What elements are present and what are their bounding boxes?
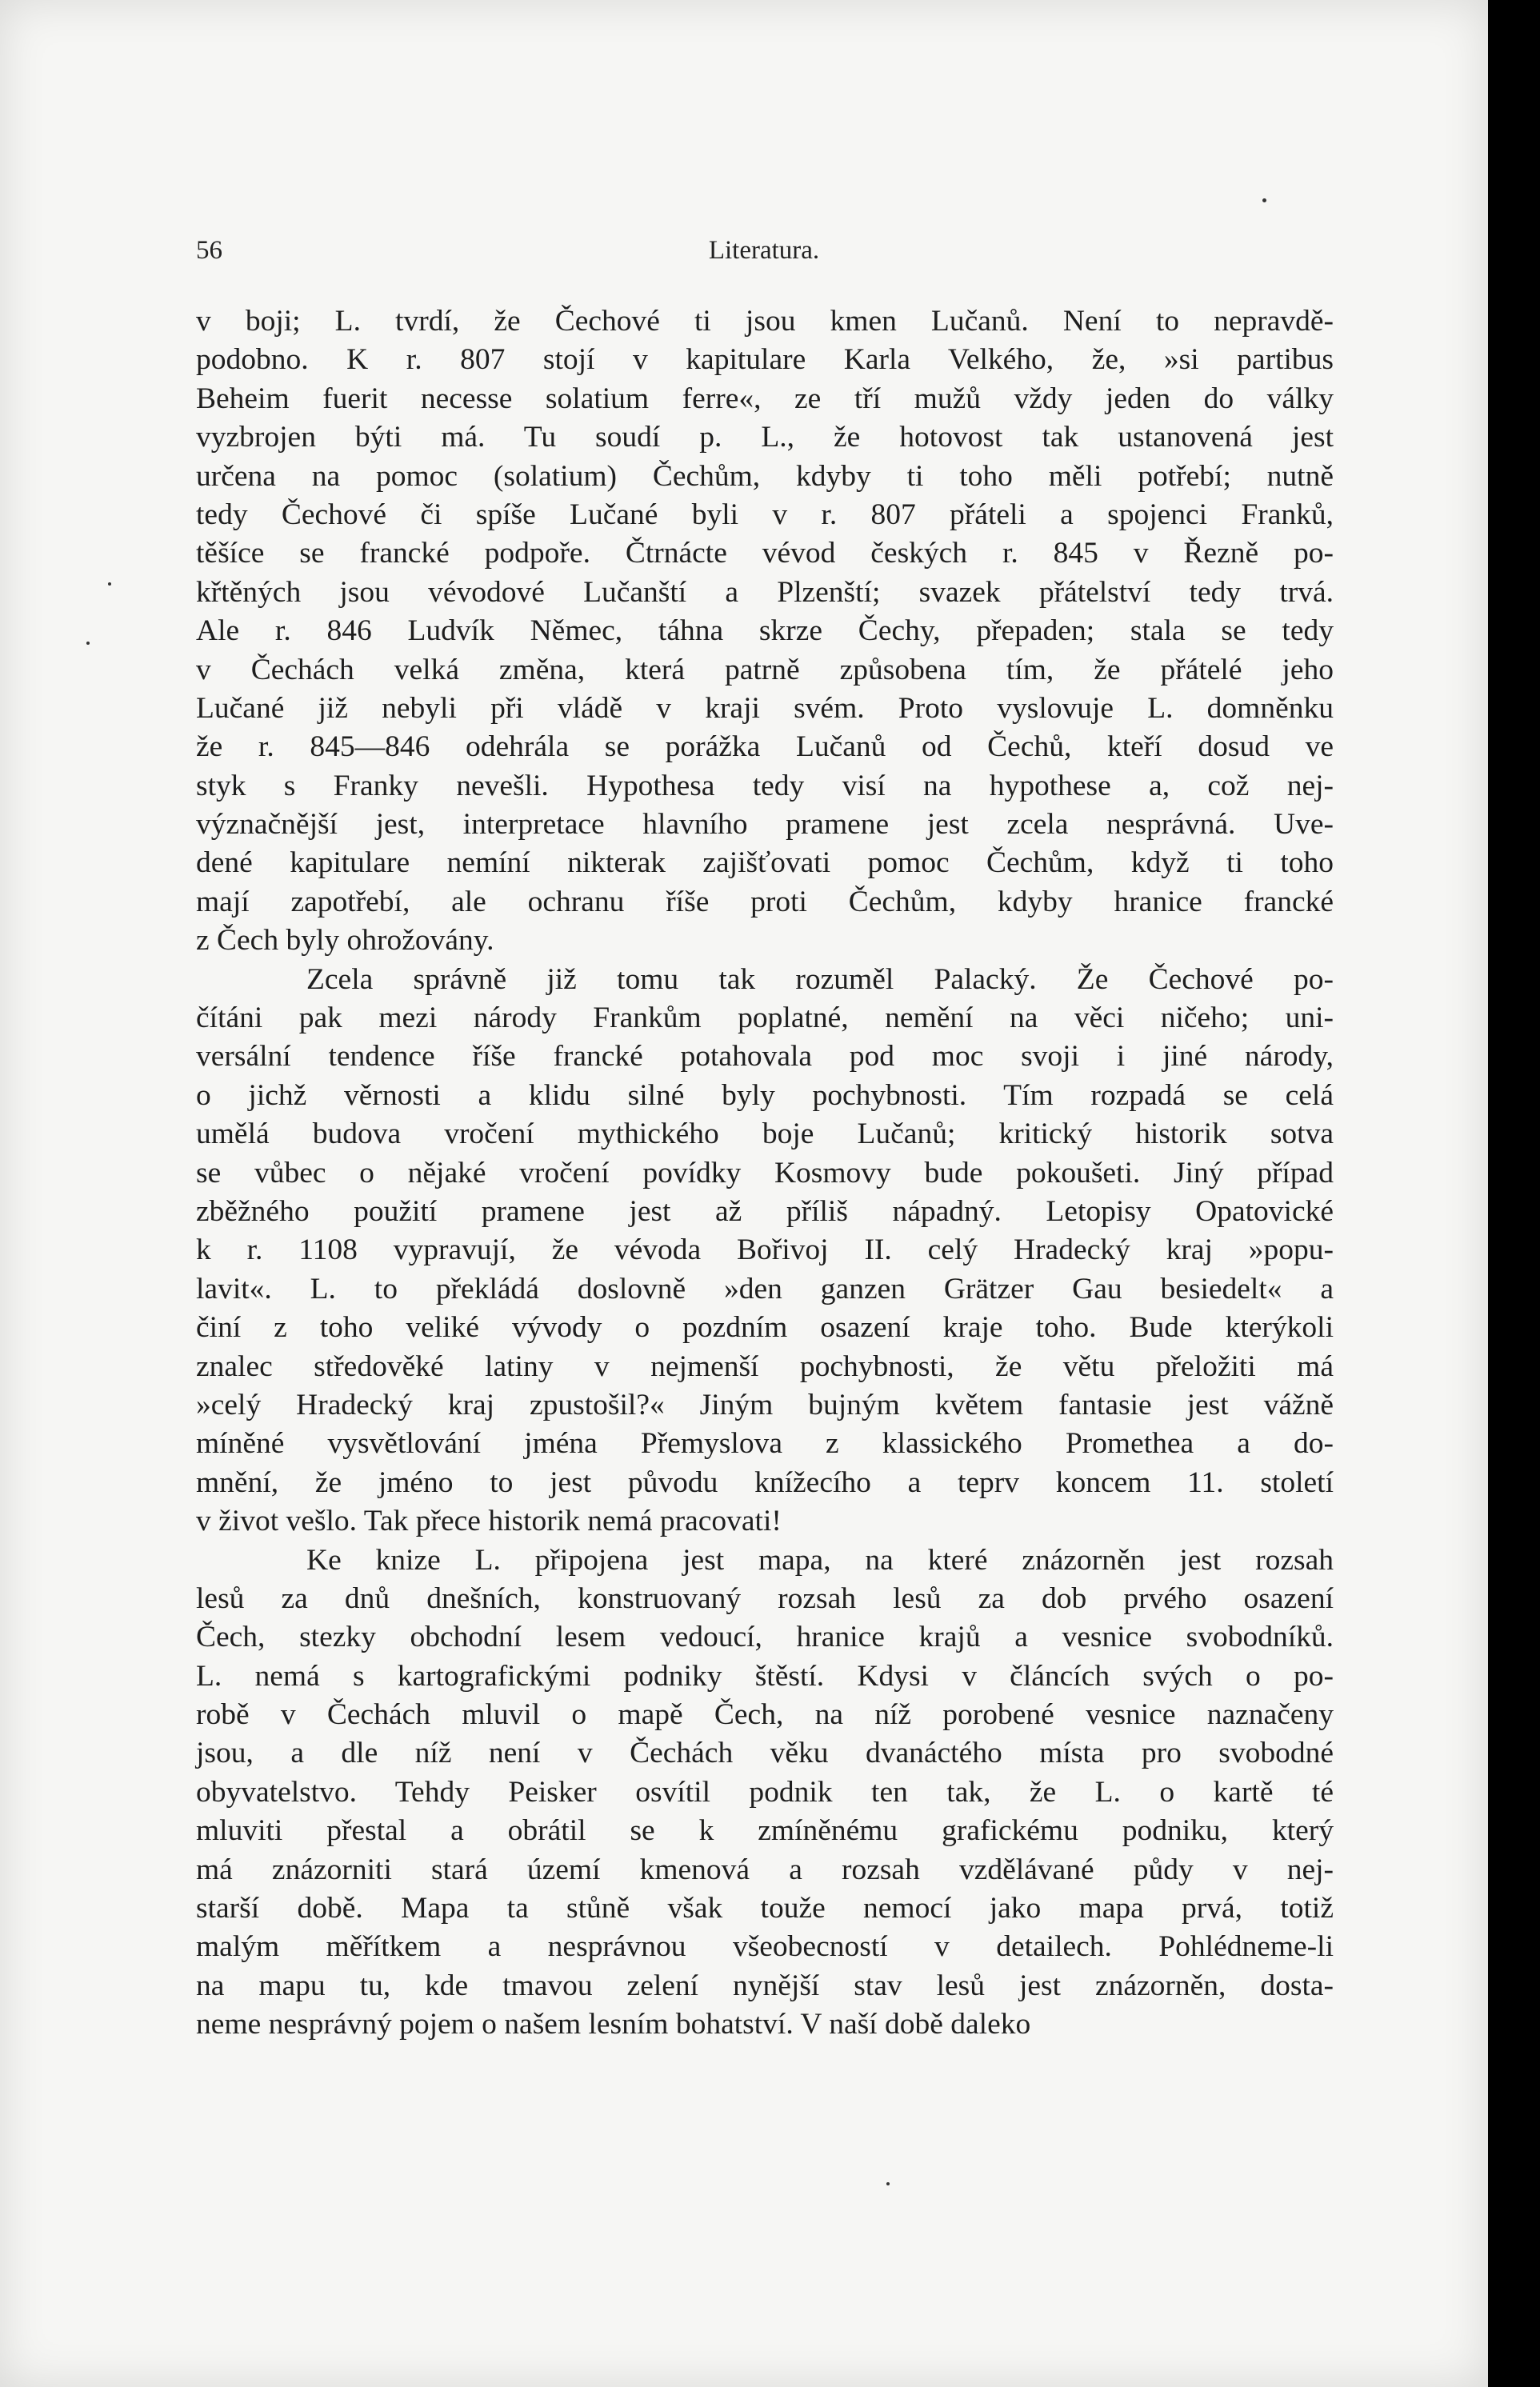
text-line: umělá budova vročení mythického boje Lučanů; kritický historik sotva [196,1118,1334,1151]
text-line: malým měřítkem a nesprávnou všeobecností v detailech. Pohlédneme-li [196,1930,1334,1964]
text-line: význačnější jest, interpretace hlavního pramene jest zcela nesprávná. Uve- [196,808,1334,842]
text-line: k r. 1108 vypravují, že vévoda Bořivoj II. celý Hradecký kraj »popu- [196,1233,1334,1267]
text-line: o jichž věrnosti a klidu silné byly pochybnosti. Tím rozpadá se celá [196,1078,1334,1112]
text-line: Lučané již nebyli při vládě v kraji svém. Proto vyslovuje L. domněnku [196,691,1334,725]
text-line: Ke knize L. připojena jest mapa, na které znázorněn jest rozsah [306,1543,1334,1577]
text-line: versální tendence říše francké potahovala pod moc svoji i jiné národy, [196,1040,1334,1074]
text-line: mají zapotřebí, ale ochranu říše proti Čechům, kdyby hranice francké [196,885,1334,918]
page-header [196,236,1332,284]
text-line: míněné vysvětlování jména Přemyslova z klassického Promethea a do- [196,1427,1334,1461]
text-line: podobno. K r. 807 stojí v kapitulare Karla Velkého, že, »si partibus [196,343,1334,377]
text-line: určena na pomoc (solatium) Čechům, kdyby ti toho měli potřebí; nutně [196,459,1334,493]
text-line: zběžného použití pramene jest až příliš nápadný. Letopisy Opatovické [196,1194,1334,1228]
text-line: se vůbec o nějaké vročení povídky Kosmovy bude pokoušeti. Jiný případ [196,1156,1334,1190]
text-line: lesů za dnů dnešních, konstruovaný rozsah lesů za dob prvého osazení [196,1581,1334,1615]
text-line: L. nemá s kartografickými podniky štěstí. Kdysi v článcích svých o po- [196,1659,1334,1693]
text-line: znalec středověké latiny v nejmenší pochybnosti, že větu přeložiti má [196,1349,1334,1383]
text-line: na mapu tu, kde tmavou zelení nynější stav lesů jest znázorněn, dosta- [196,1969,1334,2002]
page-number: 56 [196,236,222,265]
text-line: v boji; L. tvrdí, že Čechové ti jsou kmen Lučanů. Není to nepravdě- [196,305,1334,338]
text-line: čítáni pak mezi národy Frankům poplatné, nemění na věci ničeho; uni- [196,1002,1334,1035]
body-text [196,302,1334,2045]
text-line: »celý Hradecký kraj zpustošil?« Jiným bujným květem fantasie jest vážně [196,1388,1334,1421]
text-line: Ale r. 846 Ludvík Němec, táhna skrze Čechy, přepaden; stala se tedy [196,614,1334,648]
text-line: mnění, že jméno to jest původu knížecího a teprv koncem 11. století [196,1465,1334,1499]
scan-speck [108,582,111,586]
text-line: starší době. Mapa ta stůně však touže nemocí jako mapa prvá, totiž [196,1892,1334,1925]
scan-speck [1262,198,1266,202]
text-line: Beheim fuerit necesse solatium ferre«, ze tří mužů vždy jeden do války [196,382,1334,415]
running-title: Literatura. [708,236,820,265]
text-line: z Čech byly ohrožovány. [196,924,494,958]
text-line: lavit«. L. to překládá doslovně »den ganzen Grätzer Gau besiedelt« a [196,1272,1334,1305]
text-line: jsou, a dle níž není v Čechách věku dvanáctého místa pro svobodné [196,1737,1334,1770]
text-line: tedy Čechové či spíše Lučané byli v r. 807 přáteli a spojenci Franků, [196,498,1334,531]
text-line: činí z toho veliké vývody o pozdním osazení kraje toho. Bude kterýkoli [196,1311,1334,1345]
text-line: Zcela správně již tomu tak rozuměl Palacký. Že Čechové po- [306,962,1334,996]
text-line: neme nesprávný pojem o našem lesním bohatství. V naší době daleko [196,2008,1031,2041]
text-line: těšíce se francké podpoře. Čtrnácte vévod českých r. 845 v Řezně po- [196,537,1334,570]
text-line: robě v Čechách mluvil o mapě Čech, na níž porobené vesnice naznačeny [196,1698,1334,1732]
text-line: obyvatelstvo. Tehdy Peisker osvítil podnik ten tak, že L. o kartě té [196,1775,1334,1809]
text-line: dené kapitulare nemíní nikterak zajišťovati pomoc Čechům, když ti toho [196,846,1334,880]
text-line: v Čechách velká změna, která patrně způsobena tím, že přátelé jeho [196,653,1334,686]
text-line: že r. 845—846 odehrála se porážka Lučanů od Čechů, kteří dosud ve [196,730,1334,764]
text-line: mluviti přestal a obrátil se k zmíněnému grafickému podniku, který [196,1814,1334,1848]
text-line: křtěných jsou vévodové Lučanští a Plzenští; svazek přátelství tedy trvá. [196,575,1334,609]
text-line: styk s Franky nevešli. Hypothesa tedy visí na hypothese a, což nej- [196,769,1334,802]
text-line: v život vešlo. Tak přece historik nemá pracovati! [196,1505,782,1538]
scan-speck [86,642,90,645]
text-line: má znázorniti stará území kmenová a rozsah vzdělávané půdy v nej- [196,1853,1334,1886]
scan-speck [886,2182,890,2185]
text-line: vyzbrojen býti má. Tu soudí p. L., že hotovost tak ustanovená jest [196,421,1334,454]
text-line: Čech, stezky obchodní lesem vedoucí, hranice krajů a vesnice svobodníků. [196,1621,1334,1654]
